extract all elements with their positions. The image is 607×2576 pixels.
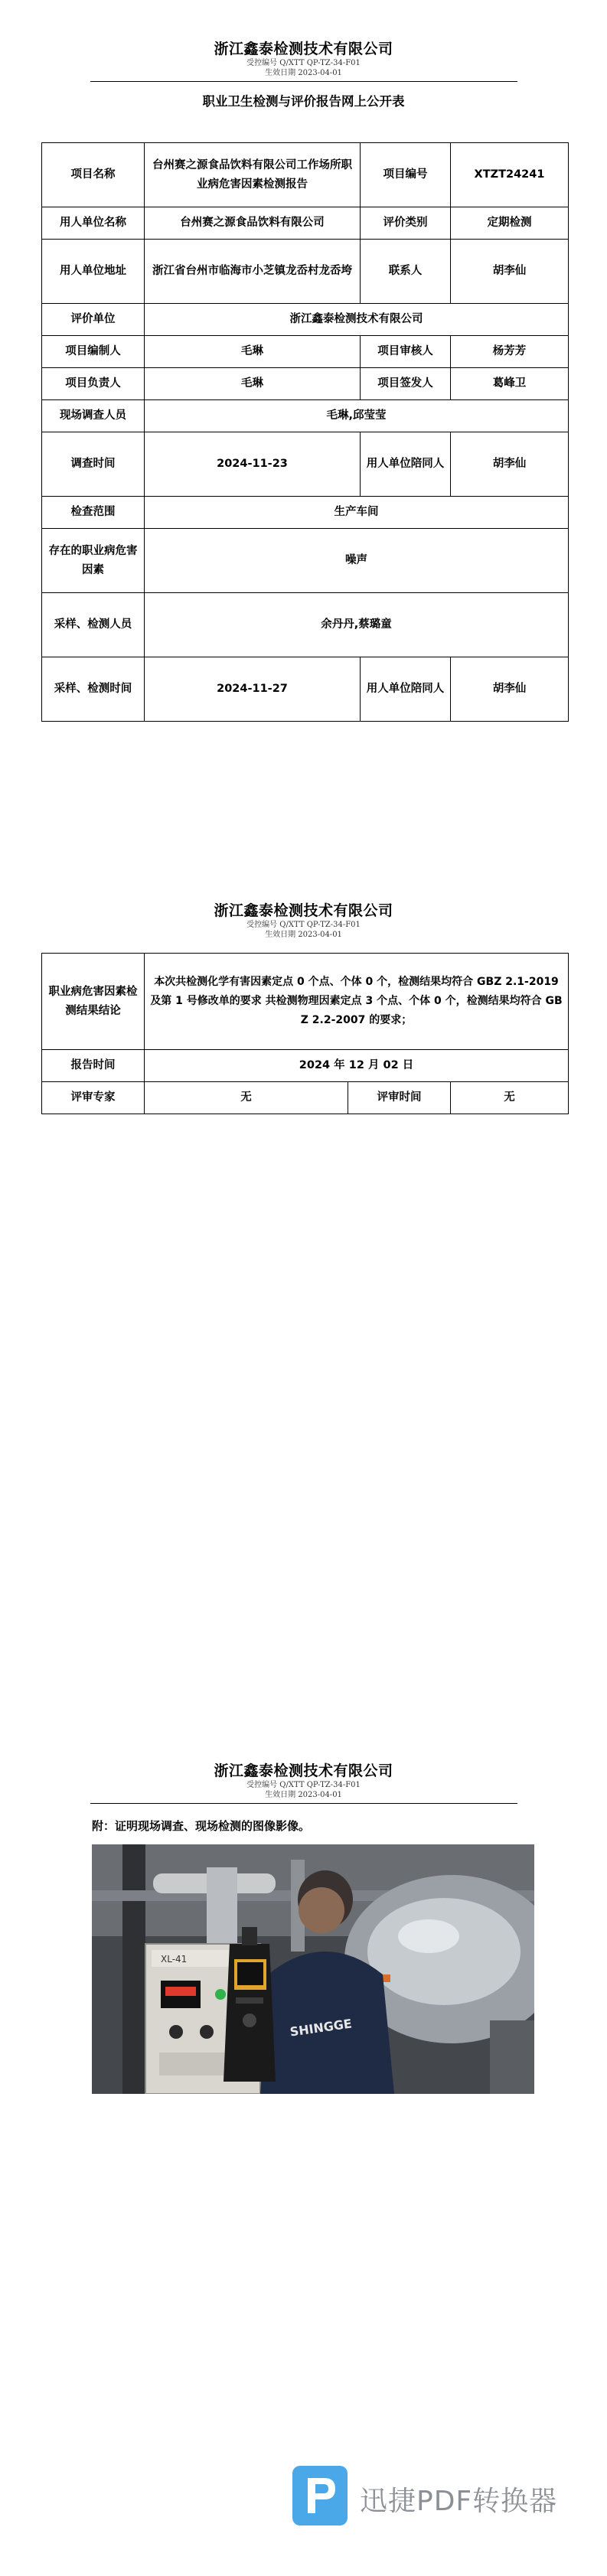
page-2 — [0, 902, 607, 940]
conclusion-label: 职业病危害因素检测结果结论 — [42, 954, 145, 1050]
review-time-value: 无 — [451, 1082, 569, 1114]
page-header — [0, 40, 607, 82]
eval-type-label: 评价类别 — [361, 207, 451, 240]
watermark-text: 迅捷PDF转换器 — [360, 2486, 558, 2517]
table-row — [42, 954, 569, 1050]
project-no-value: XTZT24241 — [451, 143, 569, 207]
reviewer-value: 杨芳芳 — [451, 336, 569, 368]
table-row — [42, 368, 569, 400]
escort-value: 胡李仙 — [451, 432, 569, 497]
address-value: 浙江省台州市临海市小芝镇龙岙村龙岙垮 — [145, 240, 361, 304]
effective-date: 生效日期 2023-04-01 — [265, 931, 342, 939]
sampler-value: 余丹丹,蔡璐童 — [145, 593, 569, 657]
table-row — [42, 432, 569, 497]
hazard-label: 存在的职业病危害因素 — [42, 529, 145, 593]
header-rule — [90, 1803, 517, 1804]
surveyor-value: 毛琳,邱莹莹 — [145, 400, 569, 432]
shirt-text: SHINGGE — [289, 2016, 353, 2040]
table-row — [42, 657, 569, 722]
site-inspection-photo — [92, 1844, 534, 2094]
page-header — [0, 1762, 607, 1804]
effective-date: 生效日期 2023-04-01 — [265, 69, 342, 77]
control-number: 受控编号 Q/XTT QP-TZ-34-F01 — [246, 1781, 361, 1789]
control-number: 受控编号 Q/XTT QP-TZ-34-F01 — [246, 59, 361, 67]
report-time-label: 报告时间 — [42, 1050, 145, 1082]
company-name: 浙江鑫泰检测技术有限公司 — [214, 1762, 393, 1779]
escort-value: 胡李仙 — [451, 657, 569, 722]
sampler-label: 采样、检测人员 — [42, 593, 145, 657]
survey-time-value: 2024-11-23 — [145, 432, 361, 497]
company-name: 浙江鑫泰检测技术有限公司 — [214, 902, 393, 919]
disclosure-table — [41, 142, 569, 722]
review-time-label: 评审时间 — [348, 1082, 451, 1114]
experts-label: 评审专家 — [42, 1082, 145, 1114]
employer-value: 台州赛之源食品饮料有限公司 — [145, 207, 361, 240]
sample-time-value: 2024-11-27 — [145, 657, 361, 722]
document-title: 职业卫生检测与评价报告网上公开表 — [202, 94, 405, 109]
panel-label: XL-41 — [161, 1954, 188, 1965]
leader-value: 毛琳 — [145, 368, 361, 400]
address-label: 用人单位地址 — [42, 240, 145, 304]
table-row — [42, 1050, 569, 1082]
issuer-value: 葛峰卫 — [451, 368, 569, 400]
experts-value: 无 — [145, 1082, 348, 1114]
hazard-value: 噪声 — [145, 529, 569, 593]
escort-label: 用人单位陪同人 — [361, 432, 451, 497]
header-rule — [90, 81, 517, 82]
contact-value: 胡李仙 — [451, 240, 569, 304]
page-1 — [0, 40, 607, 120]
table-row — [42, 240, 569, 304]
reviewer-label: 项目审核人 — [361, 336, 451, 368]
eval-type-value: 定期检测 — [451, 207, 569, 240]
table-row — [42, 336, 569, 368]
scope-value: 生产车间 — [145, 497, 569, 529]
escort-label: 用人单位陪同人 — [361, 657, 451, 722]
scope-label: 检查范围 — [42, 497, 145, 529]
table-row — [42, 529, 569, 593]
table-row — [42, 1082, 569, 1114]
effective-date: 生效日期 2023-04-01 — [265, 1791, 342, 1799]
surveyor-label: 现场调查人员 — [42, 400, 145, 432]
table-row — [42, 400, 569, 432]
table-row — [42, 304, 569, 336]
compiler-value: 毛琳 — [145, 336, 361, 368]
project-no-label: 项目编号 — [361, 143, 451, 207]
table-row — [42, 207, 569, 240]
photo-illustration — [92, 1844, 534, 2094]
leader-label: 项目负责人 — [42, 368, 145, 400]
pdf-logo-icon — [289, 2463, 351, 2529]
page-3 — [0, 1762, 607, 1804]
sample-time-label: 采样、检测时间 — [42, 657, 145, 722]
conclusion-value: 本次共检测化学有害因素定点 0 个点、个体 0 个，检测结果均符合 GBZ 2.1-2019 及第 1 号修改单的要求 共检测物理因素定点 3 个点、个体 0 个，检测结果均符合 GBZ 2.2-2007 的要求； — [145, 954, 569, 1050]
project-name-value: 台州赛之源食品饮料有限公司工作场所职业病危害因素检测报告 — [145, 143, 361, 207]
issuer-label: 项目签发人 — [361, 368, 451, 400]
employer-label: 用人单位名称 — [42, 207, 145, 240]
control-number: 受控编号 Q/XTT QP-TZ-34-F01 — [246, 921, 361, 929]
compiler-label: 项目编制人 — [42, 336, 145, 368]
converter-watermark — [289, 2463, 565, 2530]
project-name-label: 项目名称 — [42, 143, 145, 207]
survey-time-label: 调查时间 — [42, 432, 145, 497]
report-time-value: 2024 年 12 月 02 日 — [145, 1050, 569, 1082]
table-row — [42, 497, 569, 529]
attachment-note: 附：证明现场调查、现场检测的图像影像。 — [92, 1819, 311, 1833]
company-name: 浙江鑫泰检测技术有限公司 — [214, 41, 393, 57]
conclusion-table — [41, 953, 569, 1114]
table-row — [42, 143, 569, 207]
eval-unit-value: 浙江鑫泰检测技术有限公司 — [145, 304, 569, 336]
page-header — [0, 902, 607, 940]
contact-label: 联系人 — [361, 240, 451, 304]
eval-unit-label: 评价单位 — [42, 304, 145, 336]
table-row — [42, 593, 569, 657]
